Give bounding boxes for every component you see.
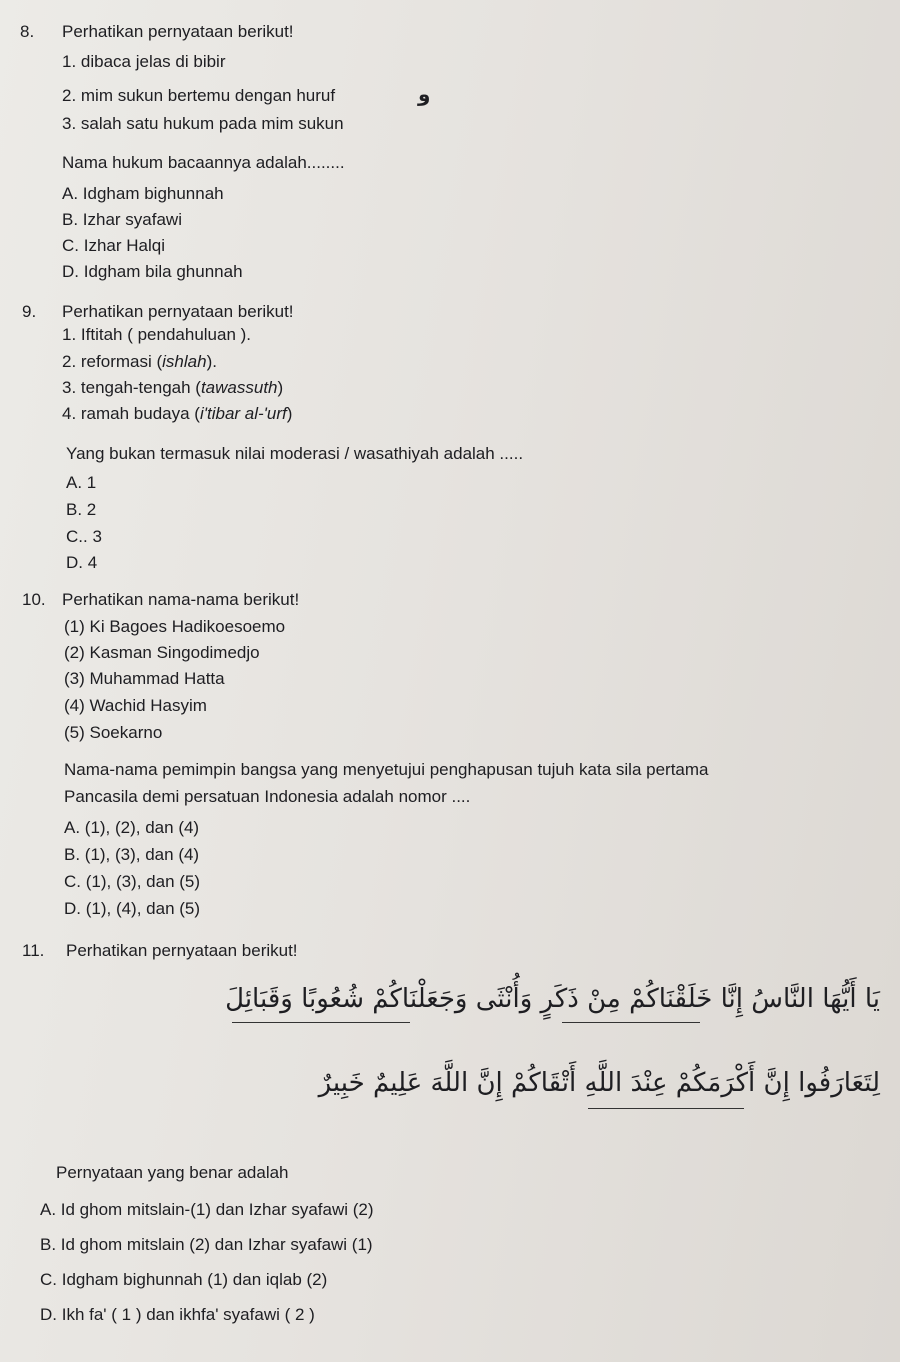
option-d[interactable]: D. Ikh fa' ( 1 ) dan ikhfa' syafawi ( 2 ) [40,1305,315,1324]
question-text-line2: Pancasila demi persatuan Indonesia adalah nomor .... [64,787,471,806]
option-a[interactable]: A. Idgham bighunnah [62,184,224,203]
option-d[interactable]: D. Idgham bila ghunnah [62,262,243,281]
question-text: Yang bukan termasuk nilai moderasi / wasathiyah adalah ..... [66,444,524,463]
underline-3 [588,1108,744,1109]
statement: 3. tengah-tengah (tawassuth) [62,378,284,397]
quran-verse-line1: يَا أَيُّهَا النَّاسُ إِنَّا خَلَقْنَاكُمْ مِنْ ذَكَرٍ وَأُنْثَى وَجَعَلْنَاكُمْ شُعُوبًا وَقَبَائِلَ [225,984,880,1014]
question-text: Nama hukum bacaannya adalah........ [62,153,345,172]
underline-2 [562,1022,700,1023]
question-prompt: Perhatikan pernyataan berikut! [66,941,298,960]
option-c[interactable]: C.. 3 [66,527,102,546]
option-b[interactable]: B. Izhar syafawi [62,210,182,229]
option-d[interactable]: D. (1), (4), dan (5) [64,899,201,918]
statement: 2. reformasi (ishlah). [62,352,217,371]
statement: 4. ramah budaya (i'tibar al-'urf) [62,404,293,423]
underline-1 [232,1022,410,1023]
option-d[interactable]: D. 4 [66,553,98,572]
quran-verse-line2: لِتَعَارَفُوا إِنَّ أَكْرَمَكُمْ عِنْدَ اللَّهِ أَتْقَاكُمْ إِنَّ اللَّهَ عَلِيمٌ خَبِيرٌ [318,1068,880,1098]
option-a[interactable]: A. 1 [66,473,97,492]
statement: 1. dibaca jelas di bibir [62,52,226,71]
option-b[interactable]: B. Id ghom mitslain (2) dan Izhar syafawi (1) [40,1235,373,1254]
question-number: 11. [22,941,45,960]
name-item: (2) Kasman Singodimedjo [64,643,260,662]
statement: 1. Iftitah ( pendahuluan ). [62,325,252,344]
question-number: 9. [22,302,37,321]
name-item: (3) Muhammad Hatta [64,669,225,688]
question-number: 10. [22,590,46,609]
statement: 3. salah satu hukum pada mim sukun [62,114,344,133]
option-a[interactable]: A. Id ghom mitslain-(1) dan Izhar syafawi (2) [40,1200,374,1219]
question-prompt: Perhatikan nama-nama berikut! [62,590,300,609]
name-item: (5) Soekarno [64,723,163,742]
question-text: Pernyataan yang benar adalah [56,1163,289,1182]
question-number: 8. [20,22,35,41]
question-text-line1: Nama-nama pemimpin bangsa yang menyetujui penghapusan tujuh kata sila pertama [64,760,709,779]
name-item: (1) Ki Bagoes Hadikoesoemo [64,617,286,636]
option-b[interactable]: B. 2 [66,500,97,519]
name-item: (4) Wachid Hasyim [64,696,207,715]
arabic-letter-waw: و [418,82,431,106]
question-prompt: Perhatikan pernyataan berikut! [62,302,294,321]
option-c[interactable]: C. Idgham bighunnah (1) dan iqlab (2) [40,1270,328,1289]
option-c[interactable]: C. (1), (3), dan (5) [64,872,201,891]
option-c[interactable]: C. Izhar Halqi [62,236,165,255]
option-b[interactable]: B. (1), (3), dan (4) [64,845,200,864]
statement: 2. mim sukun bertemu dengan huruf [62,86,336,105]
option-a[interactable]: A. (1), (2), dan (4) [64,818,200,837]
question-prompt: Perhatikan pernyataan berikut! [62,22,294,41]
